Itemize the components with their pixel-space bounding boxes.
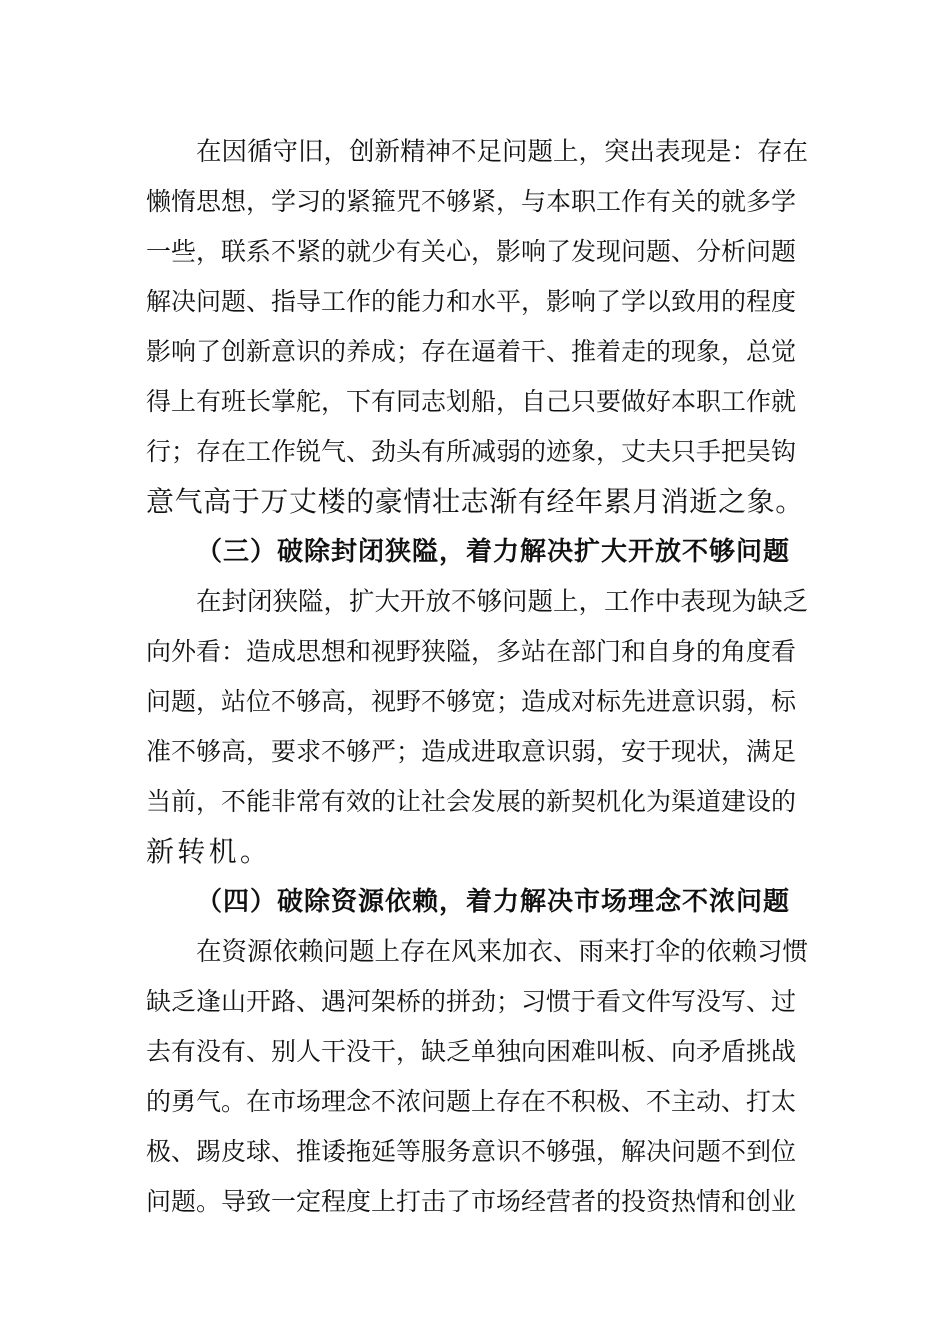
paragraph-line: 去有没有、别人干没干，缺乏单独向困难叫板、向矛盾挑战 (146, 1037, 797, 1066)
paragraph-line: 新转机。 (146, 835, 272, 868)
section-heading-4: （四）破除资源依赖，着力解决市场理念不浓问题 (196, 887, 791, 917)
paragraph-line: 问题，站位不够高，视野不够宽；造成对标先进意识弱，标 (146, 687, 797, 716)
paragraph-line: 影响了创新意识的养成；存在逼着干、推着走的现象，总觉 (146, 337, 797, 366)
paragraph-line: 的勇气。在市场理念不浓问题上存在不积极、不主动、打太 (146, 1087, 797, 1116)
paragraph-line: 得上有班长掌舵，下有同志划船，自己只要做好本职工作就 (146, 387, 797, 416)
paragraph-line: 在封闭狭隘，扩大开放不够问题上，工作中表现为缺乏 (196, 587, 809, 617)
paragraph-line: 问题。导致一定程度上打击了市场经营者的投资热情和创业 (146, 1187, 797, 1216)
section-heading-3: （三）破除封闭狭隘，着力解决扩大开放不够问题 (196, 537, 791, 567)
paragraph-line: 意气高于万丈楼的豪情壮志渐有经年累月消逝之象。 (146, 485, 804, 518)
paragraph-line: 一些，联系不紧的就少有关心，影响了发现问题、分析问题 (146, 237, 797, 266)
paragraph-line: 行；存在工作锐气、劲头有所减弱的迹象，丈夫只手把吴钩 (146, 437, 797, 466)
paragraph-line: 极、踢皮球、推诿拖延等服务意识不够强，解决问题不到位 (146, 1137, 797, 1166)
paragraph-line: 在因循守旧，创新精神不足问题上，突出表现是：存在 (196, 137, 809, 167)
paragraph-line: 缺乏逢山开路、遇河架桥的拼劲；习惯于看文件写没写、过 (146, 987, 797, 1016)
paragraph-line: 懒惰思想，学习的紧箍咒不够紧，与本职工作有关的就多学 (146, 187, 797, 216)
paragraph-line: 当前，不能非常有效的让社会发展的新契机化为渠道建设的 (146, 787, 797, 816)
paragraph-line: 向外看：造成思想和视野狭隘，多站在部门和自身的角度看 (146, 637, 797, 666)
paragraph-line: 准不够高，要求不够严；造成进取意识弱，安于现状，满足 (146, 737, 797, 766)
paragraph-line: 在资源依赖问题上存在风来加衣、雨来打伞的依赖习惯 (196, 937, 809, 967)
paragraph-line: 解决问题、指导工作的能力和水平，影响了学以致用的程度 (146, 287, 797, 316)
